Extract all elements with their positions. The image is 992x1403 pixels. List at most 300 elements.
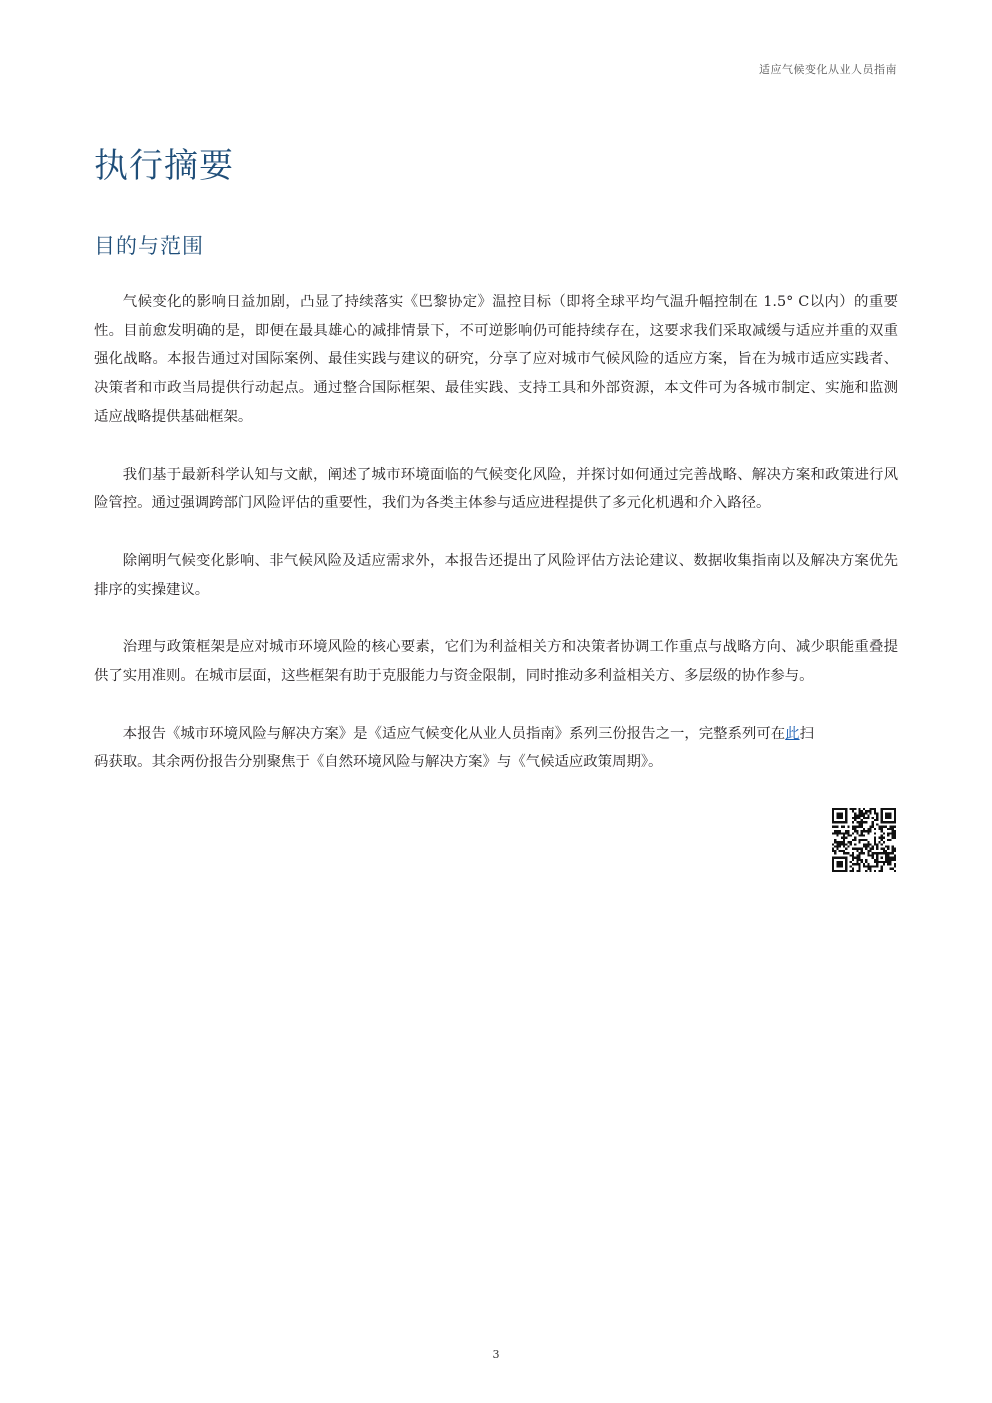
qr-module bbox=[832, 817, 834, 819]
qr-module bbox=[876, 819, 878, 821]
qr-module bbox=[870, 870, 872, 872]
qr-module bbox=[852, 808, 854, 810]
qr-module bbox=[865, 859, 867, 861]
qr-module bbox=[876, 857, 878, 859]
qr-module bbox=[834, 857, 836, 859]
qr-module bbox=[836, 815, 838, 817]
qr-module bbox=[881, 837, 883, 839]
qr-module bbox=[834, 832, 836, 834]
qr-module bbox=[850, 834, 852, 836]
qr-module bbox=[881, 821, 883, 823]
qr-module bbox=[863, 865, 865, 867]
qr-module bbox=[850, 861, 852, 863]
qr-module bbox=[861, 852, 863, 854]
qr-module bbox=[876, 817, 878, 819]
qr-module bbox=[841, 832, 843, 834]
qr-module bbox=[854, 837, 856, 839]
qr-module bbox=[863, 821, 865, 823]
paragraph-4: 治理与政策框架是应对城市环境风险的核心要素，它们为利益相关方和决策者协调工作重点与战略方向、减少职能重叠提供了实用准则。在城市层面，这些框架有助于克服能力与资金限制，同时推动多利益相关方、多层级的协作参与。 bbox=[94, 639, 898, 685]
paragraph-5 bbox=[94, 720, 814, 777]
qr-module bbox=[885, 817, 887, 819]
qr-module bbox=[832, 810, 834, 812]
qr-module bbox=[865, 870, 867, 872]
qr-module bbox=[885, 821, 887, 823]
qr-module bbox=[867, 865, 869, 867]
qr-module bbox=[836, 830, 838, 832]
qr-module bbox=[892, 837, 894, 839]
qr-module bbox=[887, 863, 889, 865]
qr-module bbox=[894, 830, 896, 832]
qr-module bbox=[874, 865, 876, 867]
qr-module bbox=[876, 815, 878, 817]
qr-module bbox=[889, 861, 891, 863]
qr-module bbox=[867, 843, 869, 845]
qr-module bbox=[867, 868, 869, 870]
qr-module bbox=[847, 846, 849, 848]
qr-module bbox=[836, 861, 838, 863]
qr-module bbox=[861, 830, 863, 832]
qr-module bbox=[874, 810, 876, 812]
qr-module bbox=[892, 848, 894, 850]
qr-module bbox=[850, 870, 852, 872]
qr-module bbox=[861, 812, 863, 814]
qr-module bbox=[867, 817, 869, 819]
qr-module bbox=[865, 848, 867, 850]
qr-module bbox=[854, 830, 856, 832]
qr-module bbox=[889, 868, 891, 870]
qr-module bbox=[863, 846, 865, 848]
qr-module bbox=[889, 859, 891, 861]
qr-module bbox=[858, 834, 860, 836]
qr-module bbox=[874, 841, 876, 843]
qr-module bbox=[881, 815, 883, 817]
qr-module bbox=[836, 870, 838, 872]
qr-module bbox=[878, 841, 880, 843]
qr-module bbox=[858, 841, 860, 843]
qr-module bbox=[839, 808, 841, 810]
qr-module bbox=[867, 841, 869, 843]
qr-module bbox=[847, 832, 849, 834]
qr-module bbox=[843, 850, 845, 852]
qr-module bbox=[876, 863, 878, 865]
qr-module bbox=[872, 817, 874, 819]
qr-module bbox=[836, 808, 838, 810]
qr-module bbox=[836, 821, 838, 823]
qr-module bbox=[839, 815, 841, 817]
qr-module bbox=[834, 846, 836, 848]
qr-module bbox=[885, 850, 887, 852]
qr-module bbox=[887, 857, 889, 859]
qr-module bbox=[832, 868, 834, 870]
qr-module bbox=[892, 832, 894, 834]
qr-module bbox=[852, 852, 854, 854]
qr-module bbox=[887, 861, 889, 863]
qr-module bbox=[883, 832, 885, 834]
qr-module bbox=[876, 812, 878, 814]
qr-module bbox=[854, 843, 856, 845]
qr-module bbox=[874, 839, 876, 841]
qr-module bbox=[892, 834, 894, 836]
qr-module bbox=[883, 863, 885, 865]
qr-module bbox=[881, 812, 883, 814]
section-title: 目的与范围 bbox=[94, 234, 204, 258]
series-link[interactable]: 此 bbox=[785, 725, 800, 742]
qr-module bbox=[852, 821, 854, 823]
qr-module bbox=[847, 834, 849, 836]
qr-module bbox=[861, 823, 863, 825]
qr-module bbox=[852, 868, 854, 870]
qr-module bbox=[834, 870, 836, 872]
qr-module bbox=[852, 839, 854, 841]
qr-module bbox=[889, 832, 891, 834]
qr-module bbox=[881, 839, 883, 841]
qr-module bbox=[889, 852, 891, 854]
qr-module bbox=[892, 859, 894, 861]
qr-module bbox=[863, 828, 865, 830]
qr-module bbox=[839, 870, 841, 872]
qr-module bbox=[856, 861, 858, 863]
qr-module bbox=[892, 846, 894, 848]
qr-module bbox=[876, 846, 878, 848]
qr-module bbox=[883, 852, 885, 854]
qr-module bbox=[894, 821, 896, 823]
qr-module bbox=[894, 854, 896, 856]
paragraph-5-tail: 扫码获取。其余两份报告分别聚焦于《自然环境风险与解决方案》与《气候适应政策周期》。 bbox=[94, 725, 814, 771]
qr-module bbox=[858, 817, 860, 819]
qr-module bbox=[847, 852, 849, 854]
qr-module bbox=[834, 850, 836, 852]
qr-module bbox=[881, 810, 883, 812]
qr-module bbox=[861, 848, 863, 850]
qr-module bbox=[894, 848, 896, 850]
qr-module bbox=[894, 810, 896, 812]
qr-module bbox=[876, 848, 878, 850]
qr-module bbox=[843, 857, 845, 859]
qr-module bbox=[894, 837, 896, 839]
qr-module bbox=[894, 850, 896, 852]
qr-module bbox=[839, 850, 841, 852]
qr-module bbox=[867, 852, 869, 854]
qr-module bbox=[883, 837, 885, 839]
qr-module bbox=[887, 815, 889, 817]
qr-module bbox=[841, 861, 843, 863]
qr-module bbox=[832, 821, 834, 823]
qr-module bbox=[845, 868, 847, 870]
qr-module bbox=[841, 812, 843, 814]
qr-module bbox=[861, 815, 863, 817]
qr-module bbox=[887, 817, 889, 819]
qr-module bbox=[856, 870, 858, 872]
qr-module bbox=[894, 859, 896, 861]
qr-module bbox=[836, 812, 838, 814]
qr-module bbox=[832, 826, 834, 828]
qr-module bbox=[887, 832, 889, 834]
qr-module bbox=[885, 854, 887, 856]
qr-module bbox=[867, 828, 869, 830]
paragraph-5-lead: 本报告《城市环境风险与解决方案》是《适应气候变化从业人员指南》系列三份报告之一，完整系列可在 bbox=[122, 725, 786, 742]
qr-module bbox=[861, 821, 863, 823]
qr-module bbox=[892, 826, 894, 828]
qr-module bbox=[889, 826, 891, 828]
qr-module bbox=[889, 821, 891, 823]
qr-module bbox=[892, 808, 894, 810]
qr-module bbox=[872, 857, 874, 859]
qr-module bbox=[832, 865, 834, 867]
qr-code-icon[interactable] bbox=[832, 808, 896, 872]
paragraph-2: 我们基于最新科学认知与文献，阐述了城市环境面临的气候变化风险，并探讨如何通过完善战略、解决方案和政策进行风险管控。通过强调跨部门风险评估的重要性，我们为各类主体参与适应进程提供了多元化机遇和介入路径。 bbox=[94, 466, 898, 512]
qr-module bbox=[861, 850, 863, 852]
qr-module bbox=[867, 830, 869, 832]
qr-module bbox=[876, 865, 878, 867]
qr-module bbox=[854, 848, 856, 850]
qr-module bbox=[889, 828, 891, 830]
qr-module bbox=[887, 828, 889, 830]
qr-module bbox=[878, 828, 880, 830]
qr-module bbox=[843, 843, 845, 845]
qr-module bbox=[843, 834, 845, 836]
qr-module bbox=[894, 865, 896, 867]
qr-module bbox=[872, 865, 874, 867]
qr-module bbox=[841, 837, 843, 839]
qr-module bbox=[885, 861, 887, 863]
qr-module bbox=[881, 870, 883, 872]
qr-module bbox=[839, 865, 841, 867]
qr-module bbox=[850, 843, 852, 845]
qr-module bbox=[892, 850, 894, 852]
qr-module bbox=[865, 846, 867, 848]
qr-module bbox=[856, 817, 858, 819]
qr-module bbox=[885, 812, 887, 814]
qr-module bbox=[858, 848, 860, 850]
qr-module bbox=[841, 857, 843, 859]
qr-module bbox=[892, 828, 894, 830]
qr-module bbox=[876, 854, 878, 856]
qr-module bbox=[885, 826, 887, 828]
qr-module bbox=[887, 852, 889, 854]
qr-module bbox=[834, 830, 836, 832]
qr-module bbox=[845, 815, 847, 817]
qr-module bbox=[854, 839, 856, 841]
qr-module bbox=[856, 832, 858, 834]
qr-module bbox=[867, 846, 869, 848]
qr-module bbox=[865, 839, 867, 841]
qr-module bbox=[889, 817, 891, 819]
qr-module bbox=[867, 810, 869, 812]
qr-module bbox=[889, 808, 891, 810]
qr-module bbox=[858, 863, 860, 865]
qr-module bbox=[854, 815, 856, 817]
qr-module bbox=[836, 846, 838, 848]
qr-module bbox=[847, 841, 849, 843]
qr-module bbox=[887, 859, 889, 861]
qr-module bbox=[885, 852, 887, 854]
qr-module bbox=[874, 808, 876, 810]
qr-module bbox=[858, 852, 860, 854]
qr-module bbox=[854, 812, 856, 814]
qr-module bbox=[878, 852, 880, 854]
qr-module bbox=[852, 870, 854, 872]
qr-module bbox=[870, 865, 872, 867]
qr-module bbox=[881, 826, 883, 828]
qr-module bbox=[861, 819, 863, 821]
qr-module bbox=[854, 817, 856, 819]
qr-module bbox=[832, 808, 834, 810]
qr-module bbox=[870, 848, 872, 850]
qr-module bbox=[832, 857, 834, 859]
qr-module bbox=[863, 834, 865, 836]
qr-module bbox=[836, 832, 838, 834]
qr-module bbox=[872, 848, 874, 850]
qr-module bbox=[858, 826, 860, 828]
qr-module bbox=[885, 857, 887, 859]
qr-module bbox=[889, 863, 891, 865]
body-text bbox=[94, 288, 898, 806]
qr-module bbox=[867, 854, 869, 856]
paragraph-1: 气候变化的影响日益加剧，凸显了持续落实《巴黎协定》温控目标（即将全球平均气温升幅控制在 1.5° C以内）的重要性。目前愈发明确的是，即便在最具雄心的减排情景下，不可逆影响仍可能持续存在，这要求我们采取减缓与适应并重的双重强化战略。本报告通过对国际案例、最佳实践与建议的研究，分享了应对城市气候风险的适应方案，旨在为城市适应实践者、决策者和市政当局提供行动起点。通过整合国际框架、最佳实践、支持工具和外部资源，本文件可为各城市制定、实施和监测适应战略提供基础框架。 bbox=[94, 294, 898, 425]
qr-module bbox=[832, 815, 834, 817]
qr-module bbox=[870, 854, 872, 856]
qr-module bbox=[885, 859, 887, 861]
qr-module bbox=[858, 865, 860, 867]
qr-module bbox=[858, 857, 860, 859]
qr-module bbox=[852, 832, 854, 834]
qr-module bbox=[843, 821, 845, 823]
qr-module bbox=[836, 848, 838, 850]
qr-module bbox=[889, 857, 891, 859]
qr-module bbox=[881, 830, 883, 832]
qr-module bbox=[892, 852, 894, 854]
qr-module bbox=[894, 817, 896, 819]
qr-module bbox=[865, 817, 867, 819]
qr-module bbox=[894, 863, 896, 865]
qr-module bbox=[850, 865, 852, 867]
qr-module bbox=[870, 808, 872, 810]
qr-module bbox=[872, 808, 874, 810]
qr-module bbox=[883, 821, 885, 823]
qr-module bbox=[841, 863, 843, 865]
qr-module bbox=[874, 843, 876, 845]
qr-module bbox=[850, 841, 852, 843]
qr-module bbox=[881, 817, 883, 819]
qr-module bbox=[854, 828, 856, 830]
qr-module bbox=[870, 850, 872, 852]
qr-module bbox=[845, 865, 847, 867]
qr-module bbox=[858, 868, 860, 870]
qr-module bbox=[876, 861, 878, 863]
qr-module bbox=[889, 812, 891, 814]
qr-module bbox=[889, 815, 891, 817]
qr-module bbox=[883, 861, 885, 863]
qr-module bbox=[852, 859, 854, 861]
qr-module bbox=[836, 834, 838, 836]
qr-module bbox=[872, 823, 874, 825]
qr-module bbox=[839, 857, 841, 859]
qr-module bbox=[867, 863, 869, 865]
qr-module bbox=[885, 846, 887, 848]
qr-module bbox=[854, 857, 856, 859]
qr-module bbox=[861, 861, 863, 863]
qr-module bbox=[832, 843, 834, 845]
qr-module bbox=[839, 863, 841, 865]
qr-module bbox=[881, 828, 883, 830]
qr-module bbox=[858, 823, 860, 825]
qr-module bbox=[881, 865, 883, 867]
qr-module bbox=[874, 819, 876, 821]
qr-module bbox=[836, 865, 838, 867]
qr-module bbox=[841, 826, 843, 828]
qr-module bbox=[834, 852, 836, 854]
qr-module bbox=[870, 810, 872, 812]
qr-module bbox=[850, 808, 852, 810]
qr-module bbox=[852, 817, 854, 819]
qr-module bbox=[845, 821, 847, 823]
qr-module bbox=[894, 808, 896, 810]
qr-module bbox=[861, 826, 863, 828]
qr-module bbox=[858, 821, 860, 823]
qr-module bbox=[874, 812, 876, 814]
qr-module bbox=[887, 821, 889, 823]
qr-module bbox=[892, 830, 894, 832]
qr-module bbox=[836, 826, 838, 828]
qr-module bbox=[865, 810, 867, 812]
qr-module bbox=[894, 815, 896, 817]
qr-module bbox=[881, 857, 883, 859]
qr-module bbox=[841, 841, 843, 843]
qr-module bbox=[854, 819, 856, 821]
qr-module bbox=[881, 843, 883, 845]
qr-module bbox=[872, 826, 874, 828]
qr-module bbox=[834, 826, 836, 828]
qr-module bbox=[894, 857, 896, 859]
qr-module bbox=[843, 846, 845, 848]
qr-module bbox=[883, 826, 885, 828]
qr-module bbox=[843, 832, 845, 834]
qr-module bbox=[845, 852, 847, 854]
qr-module bbox=[865, 812, 867, 814]
qr-module bbox=[832, 832, 834, 834]
qr-module bbox=[872, 854, 874, 856]
qr-module bbox=[870, 826, 872, 828]
qr-module bbox=[865, 821, 867, 823]
qr-module bbox=[839, 843, 841, 845]
qr-module bbox=[894, 812, 896, 814]
qr-module bbox=[856, 854, 858, 856]
qr-module bbox=[887, 848, 889, 850]
qr-module bbox=[832, 861, 834, 863]
qr-module bbox=[854, 808, 856, 810]
qr-module bbox=[872, 821, 874, 823]
qr-module bbox=[867, 815, 869, 817]
page-title: 执行摘要 bbox=[94, 146, 234, 186]
qr-module bbox=[861, 810, 863, 812]
qr-module bbox=[843, 852, 845, 854]
qr-module bbox=[878, 826, 880, 828]
qr-module bbox=[887, 834, 889, 836]
qr-module bbox=[856, 848, 858, 850]
qr-module bbox=[845, 812, 847, 814]
qr-module bbox=[894, 826, 896, 828]
qr-module bbox=[836, 857, 838, 859]
qr-module bbox=[856, 830, 858, 832]
qr-module bbox=[839, 861, 841, 863]
qr-module bbox=[883, 848, 885, 850]
qr-module bbox=[852, 828, 854, 830]
qr-module bbox=[885, 815, 887, 817]
qr-module bbox=[883, 841, 885, 843]
qr-module bbox=[883, 850, 885, 852]
qr-module bbox=[874, 832, 876, 834]
qr-module bbox=[834, 841, 836, 843]
